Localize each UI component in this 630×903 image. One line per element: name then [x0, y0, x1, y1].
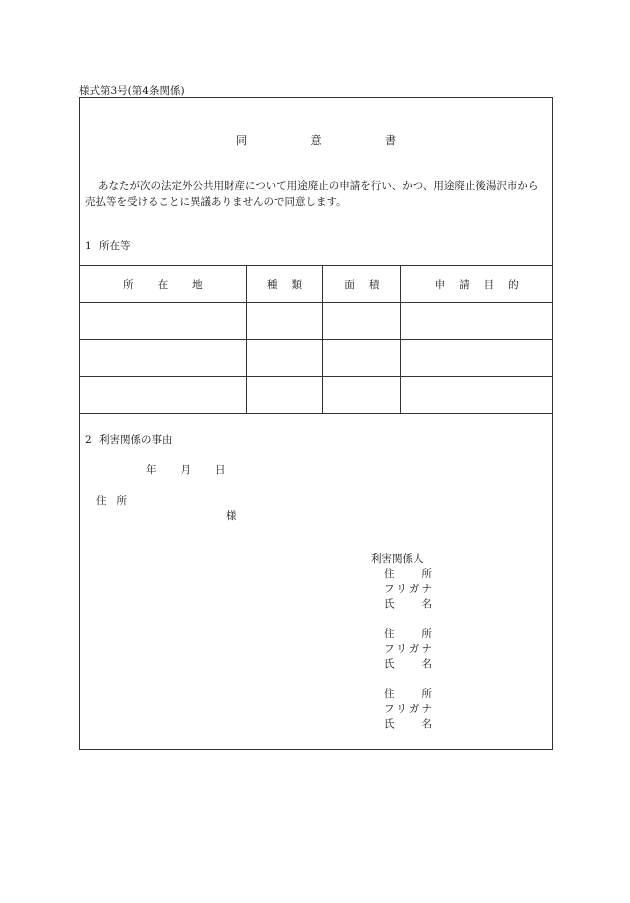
title-char: 意	[310, 134, 322, 147]
day-label: 日	[215, 464, 226, 476]
section-label: 利害関係の事由	[99, 434, 173, 446]
title-char: 書	[385, 134, 396, 147]
section-2-heading	[85, 432, 173, 447]
location-cell[interactable]	[80, 340, 247, 377]
section-number: 2	[85, 434, 92, 446]
interested-party-entry	[384, 687, 432, 732]
interested-party-entry	[384, 627, 432, 672]
holder-name-label: 氏名	[384, 598, 432, 610]
form-number-label: 様式第3号(第4条関係)	[79, 85, 185, 97]
section-1-heading	[85, 238, 131, 253]
type-cell[interactable]	[246, 377, 323, 414]
section-label: 所在等	[99, 240, 131, 252]
purpose-cell[interactable]	[401, 340, 553, 377]
holder-furigana-label: フリガナ	[384, 703, 432, 715]
holder-furigana-label: フリガナ	[384, 583, 432, 595]
area-cell[interactable]	[323, 377, 401, 414]
interested-parties-block	[371, 552, 432, 747]
column-header-area: 面 積	[323, 266, 401, 303]
area-cell[interactable]	[323, 340, 401, 377]
holder-furigana-label: フリガナ	[384, 643, 432, 655]
holder-address-label: 住所	[384, 628, 432, 640]
column-header-purpose: 申 請 目 的	[401, 266, 553, 303]
table-row	[80, 377, 553, 414]
column-header-location: 所 在 地	[80, 266, 247, 303]
title-char: 同	[236, 134, 247, 147]
interested-party-label: 利害関係人	[371, 553, 424, 565]
type-cell[interactable]	[246, 303, 323, 340]
year-label: 年	[146, 464, 157, 476]
column-header-type: 種 類	[246, 266, 323, 303]
interested-party-entry	[384, 567, 432, 612]
consent-statement: あなたが次の法定外公共用財産について用途廃止の申請を行い、かつ、用途廃止後湯沢市から売払等を受けることに異議ありませんので同意します。	[85, 180, 539, 208]
table-row	[80, 303, 553, 340]
table-row	[80, 340, 553, 377]
holder-address-label: 住所	[384, 568, 432, 580]
table-header-row	[80, 266, 553, 303]
area-cell[interactable]	[323, 303, 401, 340]
holder-name-label: 氏名	[384, 658, 432, 670]
month-label: 月	[180, 464, 191, 476]
purpose-cell[interactable]	[401, 303, 553, 340]
purpose-cell[interactable]	[401, 377, 553, 414]
document-title	[80, 132, 552, 148]
honorific-label: 様	[226, 510, 237, 522]
addressee-address-label: 住 所	[96, 495, 127, 507]
location-cell[interactable]	[80, 303, 247, 340]
location-cell[interactable]	[80, 377, 247, 414]
section-number: 1	[85, 240, 92, 252]
date-line	[146, 462, 250, 477]
holder-address-label: 住所	[384, 688, 432, 700]
consent-form-frame	[79, 97, 553, 750]
holder-name-label: 氏名	[384, 718, 432, 730]
type-cell[interactable]	[246, 340, 323, 377]
location-table	[79, 265, 553, 414]
